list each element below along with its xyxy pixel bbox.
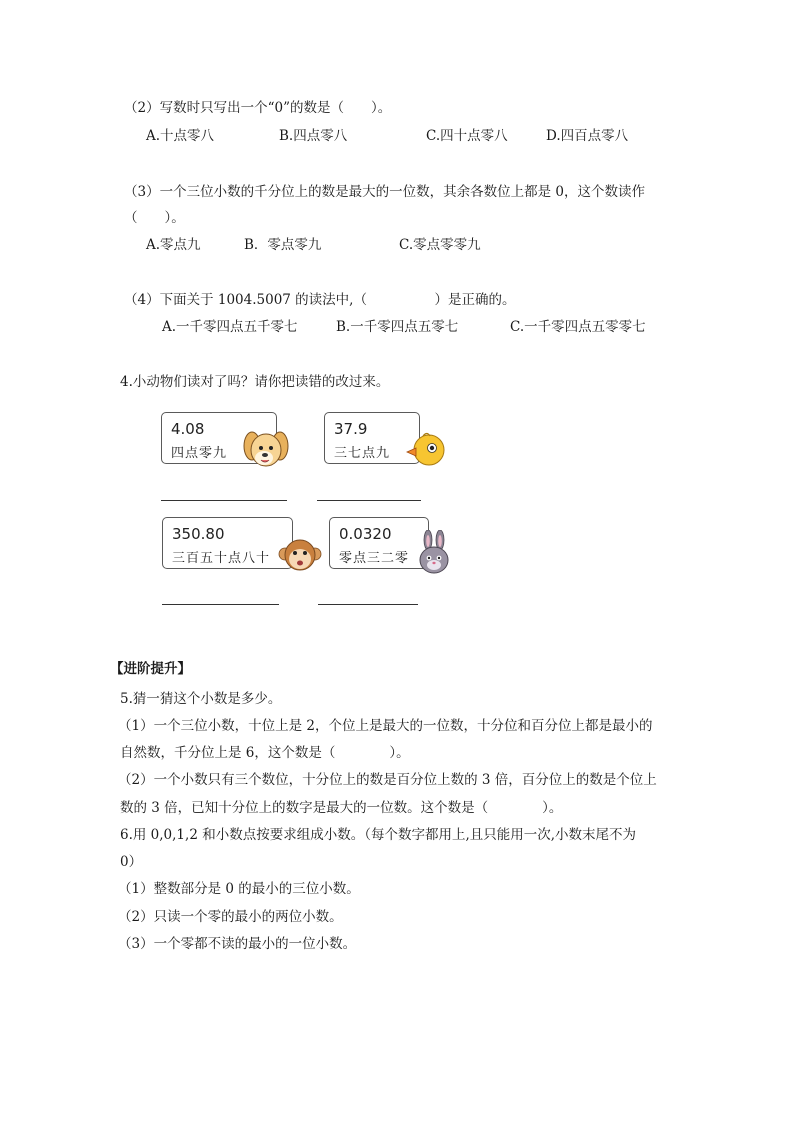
card-number: 350.80 xyxy=(172,525,225,543)
reading-card-4 xyxy=(329,517,429,569)
q5-title: 5.猜一猜这个小数是多少。 xyxy=(120,691,282,707)
dog-icon xyxy=(240,426,290,470)
chick-icon xyxy=(405,432,449,468)
q5-1-line1: （1）一个三位小数，十位上是 2，个位上是最大的一位数，十分位和百分位上都是最小的 xyxy=(118,718,653,734)
answer-line-3[interactable] xyxy=(162,604,279,605)
q6-line1: 6.用 0,0,1,2 和小数点按要求组成小数。（每个数字都用上,且只能用一次,小数末尾不为 xyxy=(120,827,637,843)
reading-card-3 xyxy=(162,517,293,569)
q6-3: （3）一个零都不读的最小的一位小数。 xyxy=(118,936,357,952)
card-number: 0.0320 xyxy=(339,525,392,543)
q5-1-line2: 自然数，千分位上是 6，这个数是（ ）。 xyxy=(120,745,410,761)
q3-3-stem-line1: （3）一个三位小数的千分位上的数是最大的一位数，其余各数位上都是 0，这个数读作 xyxy=(124,184,645,200)
q3-2-stem: （2）写数时只写出一个“0”的数是（ ）。 xyxy=(124,100,392,116)
q3-3-option-a: A.零点九 xyxy=(146,237,201,253)
q6-2: （2）只读一个零的最小的两位小数。 xyxy=(118,909,343,925)
card-reading: 三百五十点八十 xyxy=(172,551,271,566)
q5-2-line2: 数的 3 倍，已知十分位上的数字是最大的一位数。这个数是（ ）。 xyxy=(120,800,563,816)
monkey-icon xyxy=(278,536,322,574)
q3-4-option-b: B.一千零四点五零七 xyxy=(336,319,459,335)
q3-3-option-c: C.零点零零九 xyxy=(399,237,481,253)
answer-line-1[interactable] xyxy=(161,500,287,501)
q3-3-option-b: B．零点零九 xyxy=(244,237,322,253)
q6-line2: 0） xyxy=(120,854,143,870)
q3-4-option-c: C.一千零四点五零零七 xyxy=(510,319,646,335)
card-number: 4.08 xyxy=(171,420,205,438)
card-reading: 零点三二零 xyxy=(339,551,410,566)
section-heading: 【进阶提升】 xyxy=(110,661,191,677)
q3-2-option-b: B.四点零八 xyxy=(279,128,348,144)
q3-2-option-a: A.十点零八 xyxy=(146,128,215,144)
q3-3-stem-line2: （ ）。 xyxy=(124,210,185,226)
q3-2-option-d: D.四百点零八 xyxy=(546,128,629,144)
card-reading: 四点零九 xyxy=(171,446,228,461)
rabbit-icon xyxy=(416,530,452,576)
q3-2-option-c: C.四十点零八 xyxy=(426,128,508,144)
q4-title: 4.小动物们读对了吗？请你把读错的改过来。 xyxy=(120,374,390,390)
answer-line-2[interactable] xyxy=(317,500,421,501)
q5-2-line1: （2）一个小数只有三个数位，十分位上的数是百分位上数的 3 倍，百分位上的数是个位上 xyxy=(118,772,657,788)
q3-4-stem: （4）下面关于 1004.5007 的读法中,（ ）是正确的。 xyxy=(124,292,516,308)
q3-4-option-a: A.一千零四点五千零七 xyxy=(162,319,298,335)
card-reading: 三七点九 xyxy=(334,446,391,461)
answer-line-4[interactable] xyxy=(318,604,418,605)
q6-1: （1）整数部分是 0 的最小的三位小数。 xyxy=(118,881,360,897)
card-number: 37.9 xyxy=(334,420,368,438)
